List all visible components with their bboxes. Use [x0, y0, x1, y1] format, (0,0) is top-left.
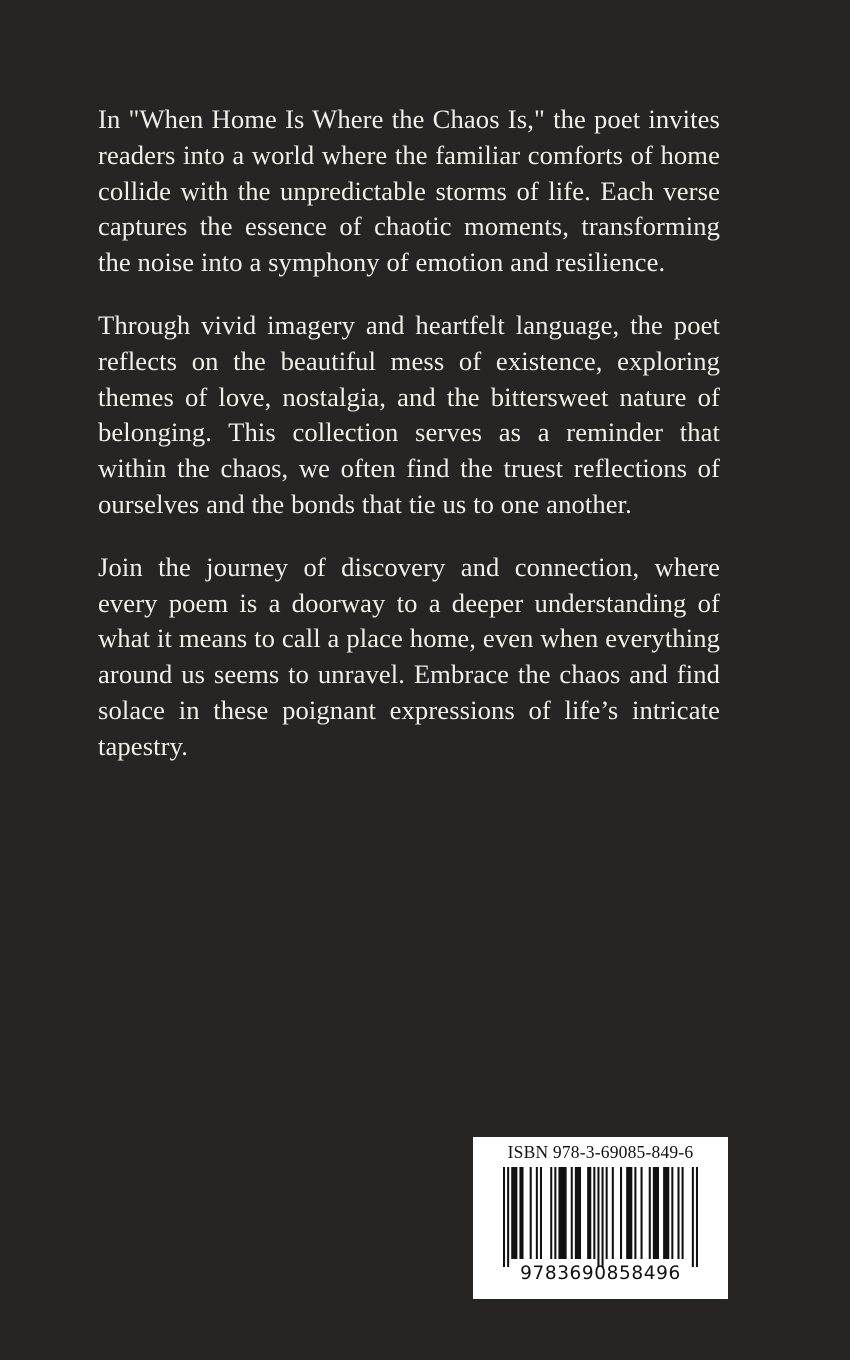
barcode-bar — [649, 1167, 651, 1259]
barcode-bar — [671, 1167, 673, 1259]
barcode-bar — [606, 1167, 608, 1259]
barcode-bar — [602, 1167, 604, 1267]
barcode-bar — [536, 1167, 538, 1259]
barcode-bar — [593, 1167, 595, 1259]
barcode-bar — [641, 1167, 643, 1259]
barcode-bar — [575, 1167, 581, 1259]
barcode-bar — [626, 1167, 632, 1259]
barcode-bar — [677, 1167, 679, 1259]
barcode-bar — [558, 1167, 566, 1259]
barcode-bar — [663, 1167, 669, 1259]
barcode-bar — [530, 1167, 532, 1259]
barcode-bar — [692, 1167, 694, 1267]
barcode-bar — [587, 1167, 591, 1259]
blurb-paragraph-2: Through vivid imagery and heartfelt language, the poet reflects on the beautiful mess of existence, exploring themes of love, nostalgia, and the bittersweet nature of belonging. This collection serves as a reminder that within the chaos, we often find the truest reflections of ourselves and the bonds that tie us to one another. — [98, 309, 720, 519]
barcode-bar — [550, 1167, 552, 1259]
blurb-paragraph-3: Join the journey of discovery and connection, where every poem is a doorway to a deeper understanding of what it means to call a place home, even when everything around us seems to unravel. Embrace the chaos and find solace in these poignant expressions of life’s intricate tapestry. — [98, 551, 720, 761]
barcode-bar — [503, 1167, 505, 1267]
barcode-bar — [571, 1167, 573, 1259]
barcode-bar — [620, 1167, 622, 1259]
ean-digits: 9783690858496 — [520, 1263, 681, 1284]
barcode-bar — [612, 1167, 614, 1259]
isbn-barcode-box — [473, 1137, 728, 1299]
barcode-bar — [540, 1167, 542, 1259]
barcode-bar — [653, 1167, 659, 1259]
barcode-bar — [634, 1167, 636, 1259]
barcode-bar — [597, 1167, 599, 1267]
barcode-bar — [519, 1167, 523, 1259]
barcode-bar — [682, 1167, 684, 1259]
barcode-bar — [554, 1167, 556, 1259]
barcode-bar — [507, 1167, 509, 1267]
barcode-bar — [696, 1167, 698, 1267]
blurb-text — [98, 102, 720, 792]
barcode-icon — [473, 1167, 728, 1267]
isbn-label: ISBN 978-3-69085-849-6 — [507, 1142, 694, 1162]
blurb-paragraph-1: In "When Home Is Where the Chaos Is," the poet invites readers into a world where the familiar comforts of home collide with the unpredictable storms of life. Each verse captures the essence of chaotic moments, transforming the noise into a symphony of emotion and resilience. — [98, 104, 720, 278]
barcode-bar — [511, 1167, 517, 1259]
